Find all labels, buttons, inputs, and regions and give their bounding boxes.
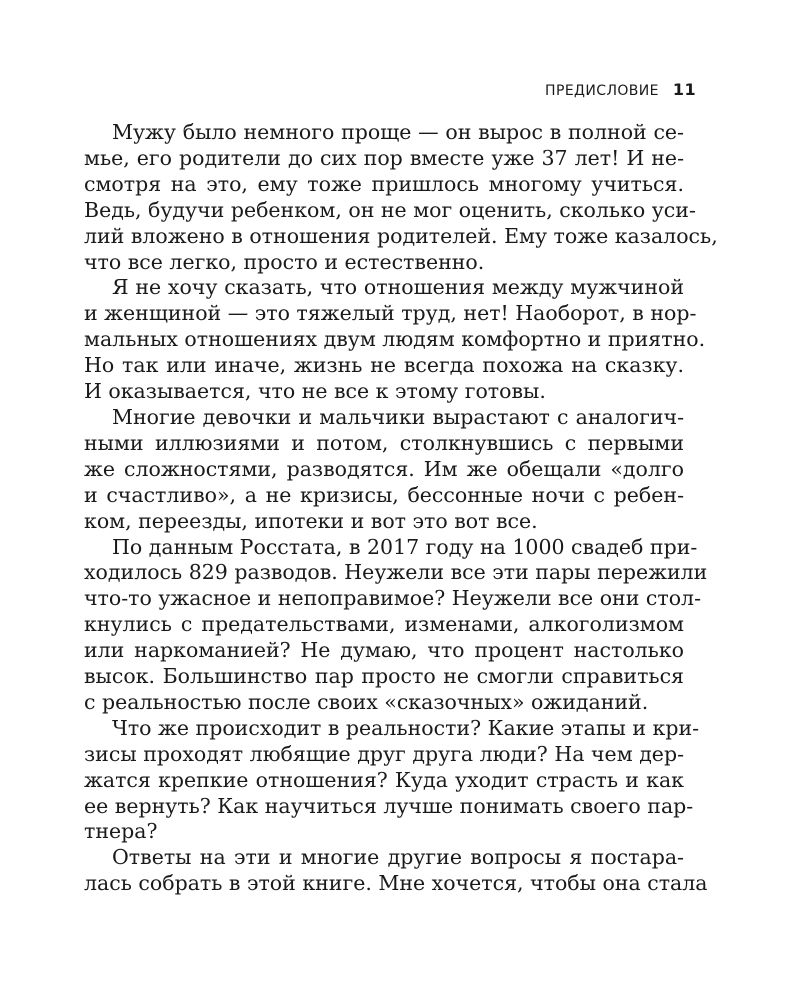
- text-line: смотря на это, ему тоже пришлось многому учиться.: [84, 171, 684, 196]
- text-line: с реальностью после своих «сказочных» ожиданий.: [84, 689, 649, 714]
- text-line: ходилось 829 разводов. Неужели все эти пары пережили: [84, 560, 708, 585]
- text-line: ком, переезды, ипотеки и вот это вот все.: [84, 508, 538, 533]
- text-line: высок. Большинство пар просто не смогли справиться: [84, 664, 684, 689]
- page-number: 11: [672, 80, 696, 99]
- text-line: же сложностями, разводятся. Им же обещали «долго: [84, 456, 684, 481]
- text-line: что все легко, просто и естественно.: [84, 249, 485, 274]
- text-line: что-то ужасное и непоправимое? Неужели все они стол-: [84, 586, 701, 611]
- text-line: зисы проходят любящие друг друга люди? На чем дер-: [84, 741, 684, 766]
- text-line: Ответы на эти и многие другие вопросы я постара-: [112, 845, 684, 870]
- text-line: и счастливо», а не кризисы, бессонные ночи с ребен-: [84, 482, 684, 507]
- text-line: Многие девочки и мальчики вырастают с аналогич-: [112, 404, 684, 429]
- text-line: Ведь, будучи ребенком, он не мог оценить, сколько уси-: [84, 197, 696, 222]
- text-line: ее вернуть? Как научиться лучше понимать своего пар-: [84, 793, 694, 818]
- text-line: По данным Росстата, в 2017 году на 1000 свадеб при-: [112, 534, 698, 559]
- running-head: [545, 80, 696, 99]
- text-line: мье, его родители до сих пор вместе уже 37 лет! И не-: [84, 145, 684, 170]
- text-line: жатся крепкие отношения? Куда уходит страсть и как: [84, 767, 684, 792]
- text-line: или наркоманией? Не думаю, что процент настолько: [84, 638, 684, 663]
- text-line: лий вложено в отношения родителей. Ему тоже казалось,: [84, 223, 718, 248]
- text-line: ными иллюзиями и потом, столкнувшись с первыми: [84, 430, 684, 455]
- text-line: Мужу было немного проще — он вырос в полной се-: [112, 120, 684, 144]
- section-title: ПРЕДИСЛОВИЕ: [545, 83, 659, 99]
- text-line: мальных отношениях двум людям комфортно и приятно.: [84, 327, 706, 352]
- text-line: кнулись с предательствами, изменами, алкоголизмом: [84, 612, 684, 637]
- text-line: Я не хочу сказать, что отношения между мужчиной: [112, 275, 684, 300]
- text-line: и женщиной — это тяжелый труд, нет! Наоборот, в нор-: [84, 301, 697, 326]
- text-line: тнера?: [84, 819, 158, 844]
- text-line: И оказывается, что не все к этому готовы.: [84, 379, 546, 404]
- text-line: Но так или иначе, жизнь не всегда похожа на сказку.: [84, 353, 684, 378]
- text-line: лась собрать в этой книге. Мне хочется, чтобы она стала: [84, 871, 708, 896]
- text-line: Что же происходит в реальности? Какие этапы и кри-: [112, 715, 700, 740]
- body-text: [84, 120, 718, 897]
